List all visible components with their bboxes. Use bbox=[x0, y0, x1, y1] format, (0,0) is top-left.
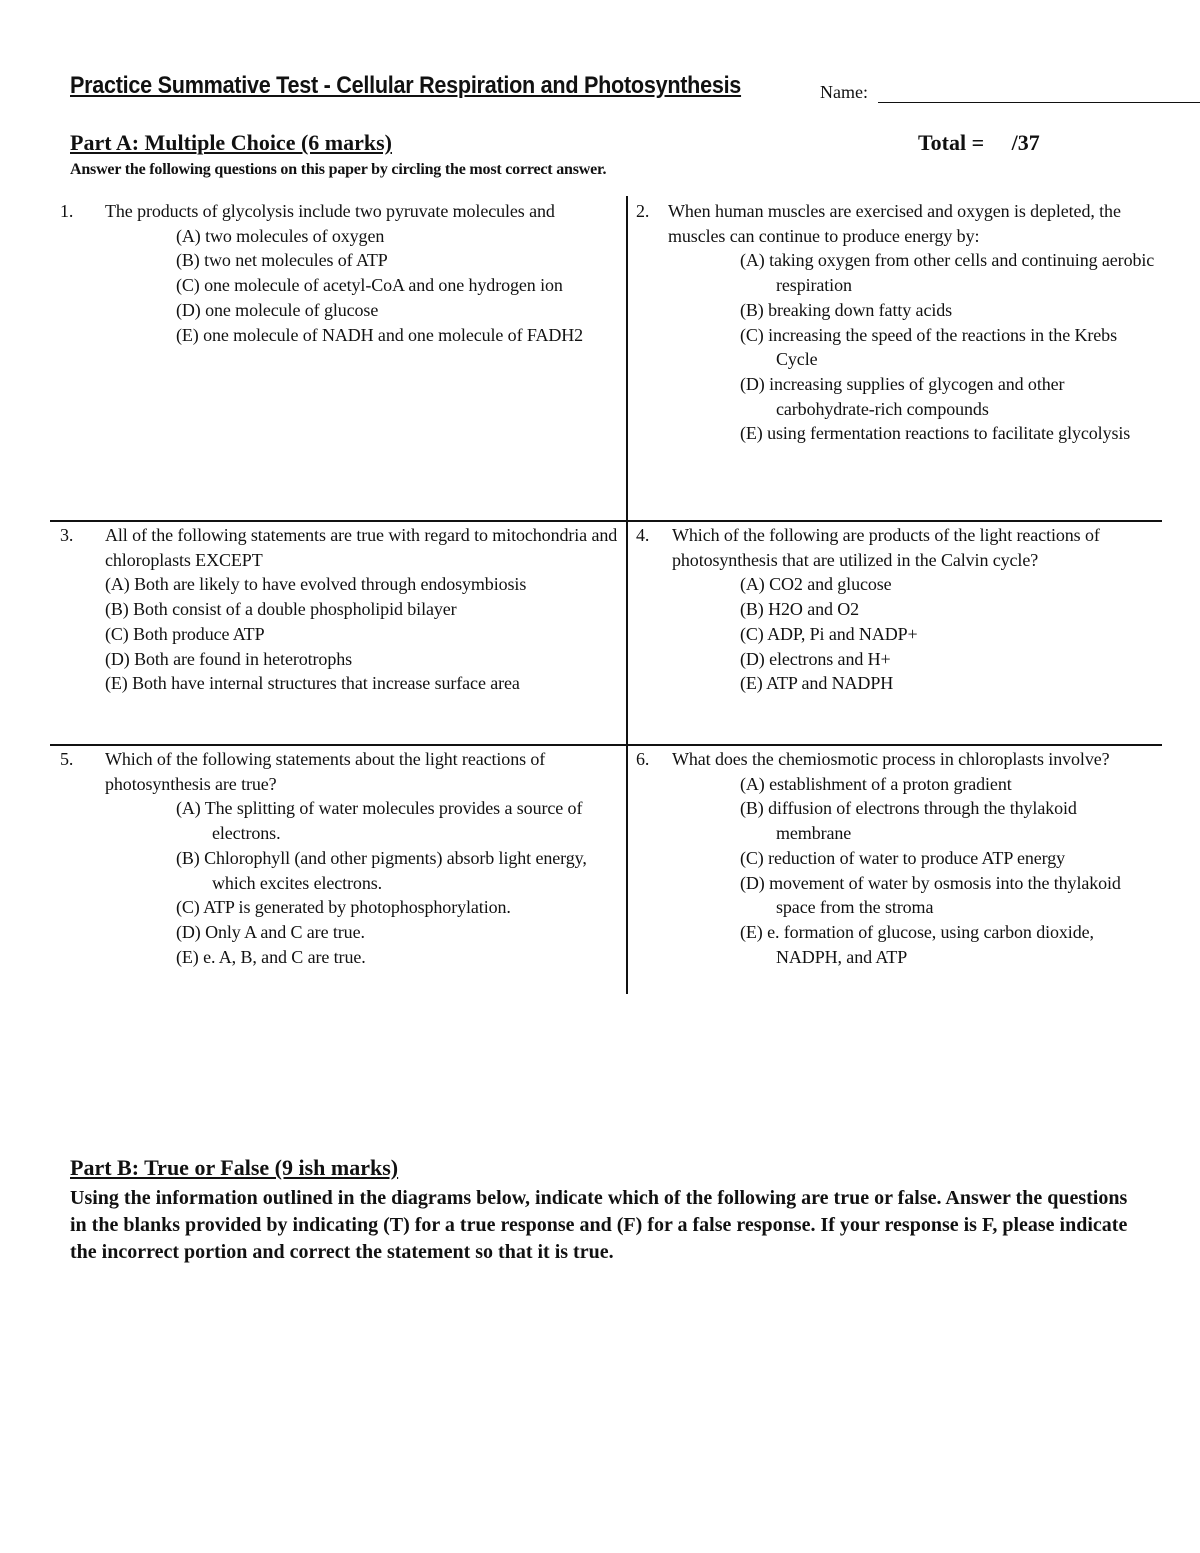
question-stem: All of the following statements are true with regard to mitochondria and chloroplasts EXCEPT bbox=[105, 525, 618, 570]
question-number: 4. bbox=[636, 525, 650, 545]
answer-option-b[interactable]: (B) two net molecules of ATP bbox=[176, 250, 388, 271]
answer-option-b[interactable]: (B) Chlorophyll (and other pigments) absorb light energy, which excites electrons. bbox=[176, 847, 587, 893]
test-title: Practice Summative Test - Cellular Respiration and Photosynthesis bbox=[70, 72, 742, 99]
question-5 bbox=[60, 747, 610, 969]
answer-option-c[interactable]: (C) ATP is generated by photophosphorylation. bbox=[176, 897, 511, 918]
question-3 bbox=[60, 523, 620, 696]
answer-option-c[interactable]: (C) one molecule of acetyl-CoA and one hydrogen ion bbox=[176, 275, 563, 296]
answer-option-e[interactable]: (E) one molecule of NADH and one molecule of FADH2 bbox=[176, 324, 584, 345]
grid-divider-horizontal bbox=[50, 520, 1162, 522]
answer-option-a[interactable]: (A) Both are likely to have evolved through endosymbiosis bbox=[105, 574, 527, 595]
grid-divider-vertical bbox=[626, 196, 628, 994]
name-blank-line[interactable] bbox=[878, 102, 1200, 103]
question-stem: The products of glycolysis include two pyruvate molecules and bbox=[105, 201, 555, 221]
part-a-heading: Part A: Multiple Choice (6 marks) bbox=[70, 130, 392, 155]
answer-option-a[interactable]: (A) CO2 and glucose bbox=[740, 574, 892, 595]
question-number: 2. bbox=[636, 201, 650, 221]
answer-option-e[interactable]: (E) e. A, B, and C are true. bbox=[176, 946, 366, 967]
grid-divider-horizontal bbox=[50, 744, 1162, 746]
part-a-instructions: Answer the following questions on this paper by circling the most correct answer. bbox=[70, 161, 607, 178]
question-4 bbox=[636, 523, 1156, 696]
total-score: Total = /37 bbox=[918, 130, 1040, 155]
answer-option-a[interactable]: (A) The splitting of water molecules provides a source of electrons. bbox=[176, 798, 583, 844]
answer-option-d[interactable]: (D) one molecule of glucose bbox=[176, 299, 379, 320]
question-2 bbox=[636, 199, 1156, 446]
answer-option-d[interactable]: (D) Only A and C are true. bbox=[176, 921, 365, 942]
answer-option-d[interactable]: (D) movement of water by osmosis into the thylakoid space from the stroma bbox=[740, 872, 1121, 918]
answer-option-b[interactable]: (B) breaking down fatty acids bbox=[740, 299, 953, 320]
test-header bbox=[70, 72, 1132, 100]
answer-option-b[interactable]: (B) H2O and O2 bbox=[740, 599, 860, 620]
name-label: Name: bbox=[820, 82, 868, 102]
part-b-heading: Part B: True or False (9 ish marks) bbox=[70, 1155, 399, 1180]
answer-option-d[interactable]: (D) electrons and H+ bbox=[740, 648, 891, 669]
answer-option-e[interactable]: (E) e. formation of glucose, using carbon dioxide, NADPH, and ATP bbox=[740, 921, 1094, 967]
answer-option-b[interactable]: (B) Both consist of a double phospholipid bilayer bbox=[105, 599, 457, 620]
question-number: 3. bbox=[60, 525, 74, 545]
answer-option-a[interactable]: (A) establishment of a proton gradient bbox=[740, 773, 1012, 794]
question-number: 6. bbox=[636, 749, 650, 769]
question-stem: When human muscles are exercised and oxygen is depleted, the muscles can continue to produce energy by: bbox=[668, 201, 1121, 246]
question-stem: Which of the following statements about the light reactions of photosynthesis are true? bbox=[105, 749, 546, 794]
answer-option-c[interactable]: (C) reduction of water to produce ATP energy bbox=[740, 847, 1066, 868]
question-number: 5. bbox=[60, 749, 74, 769]
answer-option-a[interactable]: (A) taking oxygen from other cells and continuing aerobic respiration bbox=[740, 250, 1155, 296]
answer-option-d[interactable]: (D) Both are found in heterotrophs bbox=[105, 648, 353, 669]
answer-option-c[interactable]: (C) Both produce ATP bbox=[105, 623, 265, 644]
answer-option-c[interactable]: (C) increasing the speed of the reactions in the Krebs Cycle bbox=[740, 324, 1117, 370]
answer-option-e[interactable]: (E) ATP and NADPH bbox=[740, 673, 894, 694]
question-stem: What does the chemiosmotic process in chloroplasts involve? bbox=[672, 749, 1110, 769]
question-6 bbox=[636, 747, 1156, 969]
answer-option-b[interactable]: (B) diffusion of electrons through the thylakoid membrane bbox=[740, 798, 1077, 844]
answer-option-d[interactable]: (D) increasing supplies of glycogen and other carbohydrate-rich compounds bbox=[740, 373, 1065, 419]
answer-option-a[interactable]: (A) two molecules of oxygen bbox=[176, 225, 385, 246]
answer-option-c[interactable]: (C) ADP, Pi and NADP+ bbox=[740, 623, 918, 644]
part-b-instructions: Using the information outlined in the diagrams below, indicate which of the following are true or false. Answer the questions in the blanks provided by indicating (T) for a true response and (F) for a false response. If your response is F, please indicate the incorrect portion and correct the statement so that it is true. bbox=[70, 1187, 1128, 1263]
answer-option-e[interactable]: (E) using fermentation reactions to facilitate glycolysis bbox=[740, 423, 1131, 444]
question-1 bbox=[60, 199, 610, 347]
answer-option-e[interactable]: (E) Both have internal structures that increase surface area bbox=[105, 673, 520, 694]
question-grid bbox=[50, 196, 1162, 994]
question-number: 1. bbox=[60, 201, 74, 221]
question-stem: Which of the following are products of the light reactions of photosynthesis that are utilized in the Calvin cycle? bbox=[672, 525, 1100, 570]
